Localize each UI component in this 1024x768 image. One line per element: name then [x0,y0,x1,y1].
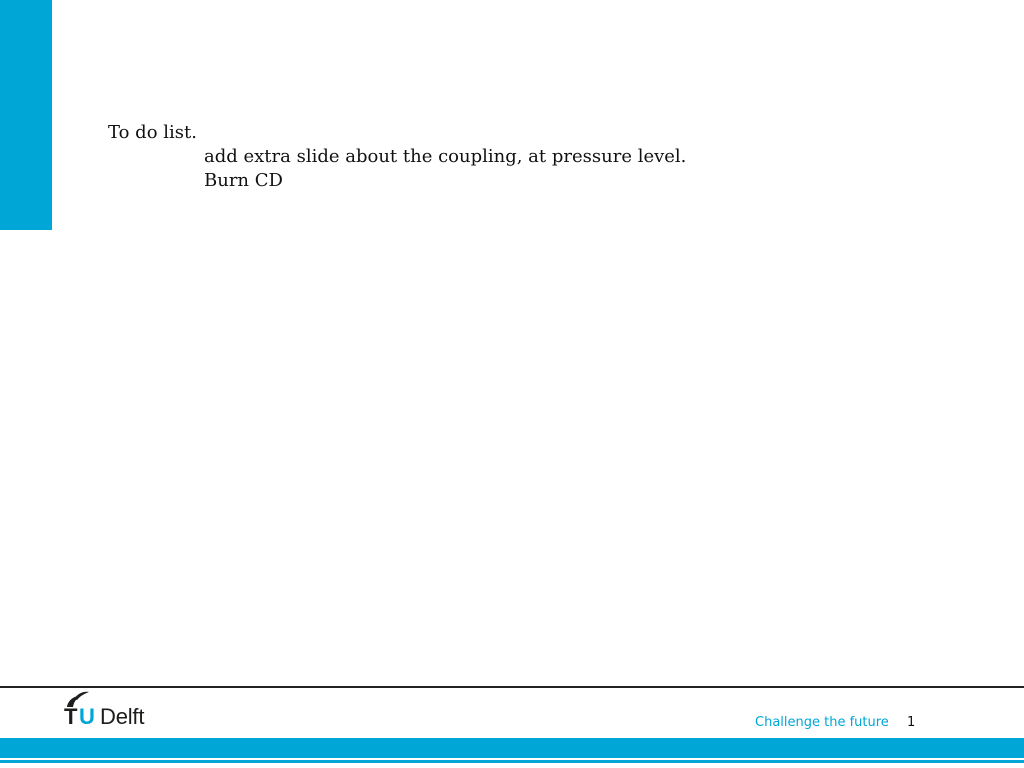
logo-word-delft: Delft [100,704,145,729]
tu-delft-logo [62,690,172,734]
todo-item: Burn CD [204,170,283,191]
footer-divider [0,686,1024,688]
logo-letter-t: T [64,704,78,729]
todo-heading: To do list. [108,122,197,143]
todo-item: add extra slide about the coupling, at pressure level. [204,146,687,167]
slide-body [108,121,928,193]
footer-accent-band [0,738,1024,758]
footer-tagline: Challenge the future [755,715,889,730]
side-accent-bar [0,0,52,230]
page-number: 1 [907,715,916,730]
logo-letter-u: U [79,704,95,729]
footer-accent-line [0,760,1024,763]
